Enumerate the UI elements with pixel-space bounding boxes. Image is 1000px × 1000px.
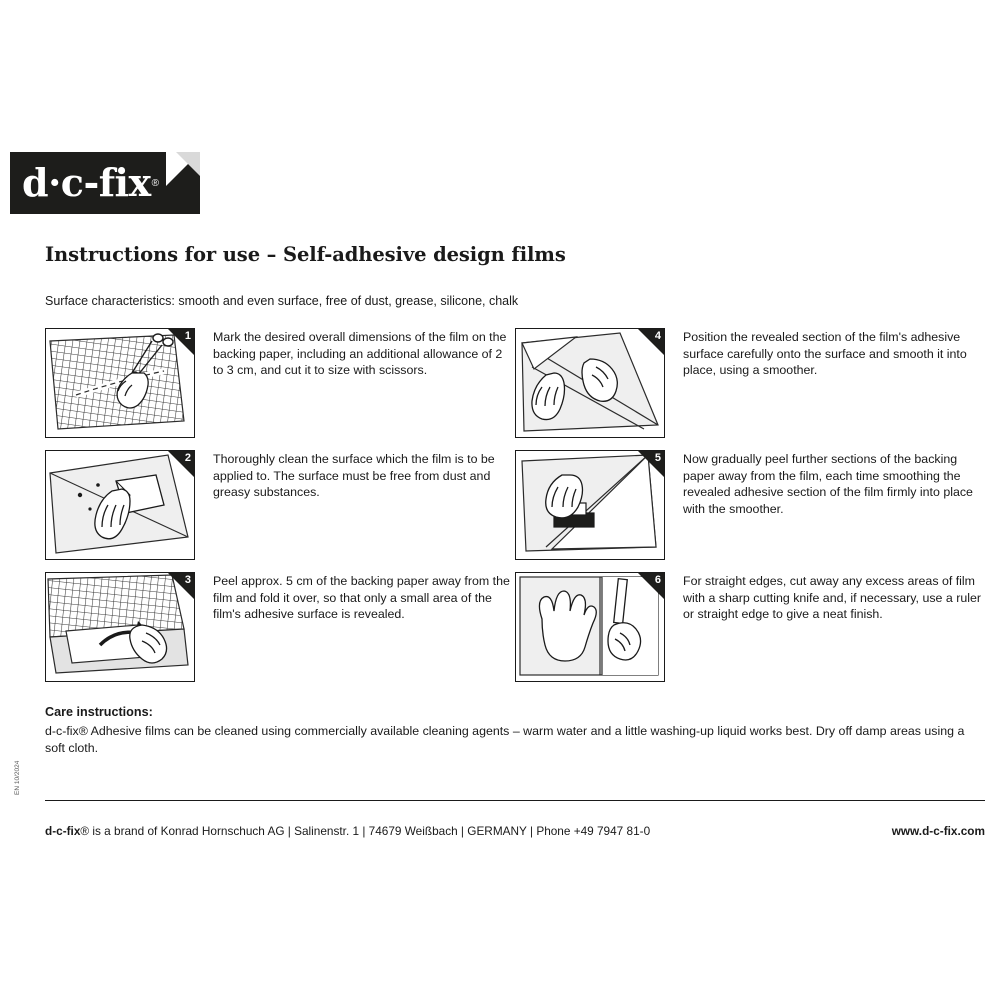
step-number-label: 4 xyxy=(654,330,661,342)
brand-logo xyxy=(10,152,200,214)
hand-cleaning-cloth-icon xyxy=(45,450,195,560)
footer-company-info xyxy=(45,824,650,838)
step-item xyxy=(45,450,515,560)
step-text: Now gradually peel further sections of the backing paper away from the film, each time smoothing the revealed adhesive section of the film firmly into place with the smoother. xyxy=(683,452,973,516)
step-item xyxy=(515,328,985,438)
footer-divider xyxy=(45,800,985,801)
step-number-label: 3 xyxy=(184,574,191,586)
scissors-cutting-film-icon xyxy=(45,328,195,438)
step-number-label: 5 xyxy=(654,452,661,464)
step-text: Mark the desired overall dimensions of the film on the backing paper, including an additional allowance of 2 to 3 cm, and cut it to size with scissors. xyxy=(213,330,507,378)
step-item xyxy=(515,450,985,560)
page-title: Instructions for use – Self-adhesive design films xyxy=(45,243,566,266)
step-text: For straight edges, cut away any excess areas of film with a sharp cutting knife and, if necessary, use a ruler or straight edge to give a neat finish. xyxy=(683,574,981,622)
cutting-knife-straight-edge-icon xyxy=(515,572,665,682)
step-text: Peel approx. 5 cm of the backing paper away from the film and fold it over, so that only a small area of the film's adhesive surface is revealed. xyxy=(213,574,510,622)
step-item xyxy=(45,572,515,682)
page-curl-icon xyxy=(166,152,200,186)
care-instructions-text: d-c-fix® Adhesive films can be cleaned using commercially available cleaning agents – warm water and a little washing-up liquid works best. Dry off damp areas using a soft cloth. xyxy=(45,724,965,755)
step-number-label: 2 xyxy=(184,452,191,464)
steps-grid xyxy=(45,328,985,694)
footer-company-name: d-c-fix xyxy=(45,824,81,838)
step-row xyxy=(45,572,985,682)
step-number-label: 1 xyxy=(184,330,191,342)
logo-text: d·c-fix xyxy=(22,160,151,205)
logo-registered-mark: ® xyxy=(151,177,160,189)
step-text: Thoroughly clean the surface which the film is to be applied to. The surface must be free from dust and greasy substances. xyxy=(213,452,495,500)
step-text: Position the revealed section of the film's adhesive surface carefully onto the surface and smooth it into place, using a smoother. xyxy=(683,330,967,378)
step-item xyxy=(45,328,515,438)
peeling-backing-paper-icon xyxy=(45,572,195,682)
document-revision-code: EN 10/2024 xyxy=(14,760,21,795)
care-instructions-title: Care instructions: xyxy=(45,705,153,719)
step-row xyxy=(45,328,985,438)
hand-smoother-peeling-icon xyxy=(515,450,665,560)
step-row xyxy=(45,450,985,560)
step-item xyxy=(515,572,985,682)
footer-company-details: ® is a brand of Konrad Hornschuch AG | Salinenstr. 1 | 74679 Weißbach | GERMANY | Phone +49 7947 81-0 xyxy=(80,824,651,838)
surface-characteristics-text: Surface characteristics: smooth and even surface, free of dust, grease, silicone, chalk xyxy=(45,294,519,308)
hands-positioning-film-icon xyxy=(515,328,665,438)
step-number-label: 6 xyxy=(654,574,661,586)
footer-website[interactable]: www.d-c-fix.com xyxy=(891,824,985,838)
